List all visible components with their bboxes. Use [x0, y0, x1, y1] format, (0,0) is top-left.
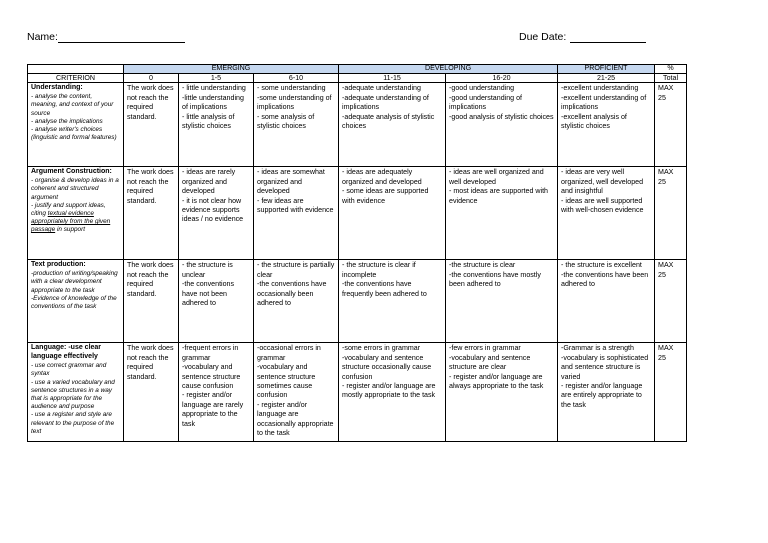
criterion-desc-line: - analyse the content, meaning, and context of your source [31, 93, 114, 117]
criterion-desc-line: - use a varied vocabulary and sentence structures in a way that is appropriate for the audience and purpose [31, 378, 115, 411]
due-date-blank-line[interactable] [570, 32, 646, 43]
descriptor-line: -some understanding of implications [257, 93, 332, 112]
total-cell[interactable] [655, 167, 687, 260]
total-cell[interactable] [655, 343, 687, 442]
descriptor-line: - register and/or language are always appropriate to the task [449, 372, 544, 390]
descriptor-line: -the conventions have occasionally been adhered to [257, 280, 327, 307]
descriptor-line: -vocabulary and sentence structure cause confusion [182, 363, 241, 390]
descriptor-line: -excellent understanding of implications [561, 93, 647, 112]
rubric-table [27, 64, 687, 442]
criterion-header: CRITERION [28, 73, 124, 83]
max-value: 25 [658, 353, 666, 362]
band-header-row [28, 65, 687, 74]
score-16-20-cell [446, 343, 558, 442]
total-cell[interactable] [655, 83, 687, 167]
descriptor-line: -good understanding of implications [449, 93, 522, 112]
descriptor-line: -frequent errors in grammar [182, 344, 239, 362]
criterion-desc-line: -production of writing/speaking with a clear development appropriate to the task [31, 270, 118, 294]
band-proficient: PROFICIENT [558, 65, 655, 74]
criterion-title: Argument Construction: [31, 168, 112, 176]
descriptor-line: The work does not reach the required standard. [127, 168, 174, 205]
descriptor-line: -few errors in grammar [449, 344, 521, 353]
max-value: 25 [658, 270, 666, 279]
max-label: MAX [658, 168, 674, 177]
range-1-5: 1-5 [179, 73, 254, 83]
descriptor-line: - ideas are well supported with well-chosen evidence [561, 196, 644, 214]
descriptor-line: -occasional errors in grammar [257, 344, 321, 362]
criterion-row-language [28, 343, 687, 442]
descriptor-line: -vocabulary and sentence structure occasionally cause confusion [342, 353, 432, 381]
descriptor-line: - little understanding [182, 84, 246, 93]
score-1-5-cell [179, 83, 254, 167]
criterion-desc-line: -Evidence of knowledge of the conventions of the task [31, 294, 117, 310]
descriptor-line: -adequate understanding [342, 84, 421, 93]
criterion-desc-text: - justify and support ideas, citing [31, 201, 106, 217]
descriptor-line: - some understanding [257, 84, 326, 93]
score-16-20-cell [446, 167, 558, 260]
criterion-desc-line [31, 202, 120, 235]
max-label: MAX [658, 84, 674, 93]
descriptor-line: - ideas are well organized and well developed [449, 168, 544, 186]
descriptor-line: The work does not reach the required standard. [127, 84, 174, 121]
criterion-row-text-production [28, 260, 687, 343]
descriptor-line: - register and/or language are entirely appropriate to the task [561, 381, 643, 409]
score-16-20-cell [446, 83, 558, 167]
descriptor-line: -the structure is clear [449, 261, 516, 270]
descriptor-line: - most ideas are supported with evidence [449, 187, 548, 205]
descriptor-line: - the structure is excellent [561, 261, 642, 270]
descriptor-line: - the structure is unclear [182, 261, 233, 279]
score-21-25-cell [558, 343, 655, 442]
descriptor-line: -vocabulary is sophisticated and sentence structure is varied [561, 353, 649, 381]
criterion-desc-underlined: textual evidence appropriately from the given passage [31, 210, 111, 234]
score-1-5-cell [179, 260, 254, 343]
score-0-cell [124, 83, 179, 167]
descriptor-line: -excellent understanding [561, 84, 639, 93]
descriptor-line: - register and/or language are rarely appropriate to the task [182, 391, 244, 428]
score-11-15-cell [339, 260, 446, 343]
band-emerging: EMERGING [124, 65, 339, 74]
score-6-10-cell [254, 167, 339, 260]
score-16-20-cell [446, 260, 558, 343]
score-1-5-cell [179, 343, 254, 442]
score-range-row [28, 73, 687, 83]
criterion-row-understanding [28, 83, 687, 167]
range-6-10: 6-10 [254, 73, 339, 83]
descriptor-line: -little understanding of implications [182, 93, 244, 112]
descriptor-line: -adequate understanding of implications [342, 93, 429, 112]
descriptor-line: - some analysis of stylistic choices [257, 112, 315, 130]
descriptor-line: -the conventions have been adhered to [561, 270, 649, 289]
score-0-cell [124, 167, 179, 260]
descriptor-line: -vocabulary and sentence structure sometimes cause confusion [257, 363, 316, 400]
descriptor-line: -good understanding [449, 84, 515, 93]
criterion-cell [28, 167, 124, 260]
descriptor-line: - the structure is clear if incomplete [342, 261, 416, 279]
band-developing: DEVELOPING [339, 65, 558, 74]
range-0: 0 [124, 73, 179, 83]
descriptor-line: -the conventions have mostly been adhered to [449, 270, 541, 289]
max-value: 25 [658, 177, 666, 186]
score-11-15-cell [339, 343, 446, 442]
descriptor-line: -Grammar is a strength [561, 344, 634, 353]
due-date-label: Due Date: [519, 31, 567, 43]
descriptor-line: -the conventions have frequently been adhered to [342, 280, 427, 298]
due-date-field [519, 31, 646, 43]
score-11-15-cell [339, 83, 446, 167]
score-6-10-cell [254, 83, 339, 167]
descriptor-line: -adequate analysis of stylistic choices [342, 112, 435, 130]
criterion-cell [28, 83, 124, 167]
descriptor-line: The work does not reach the required standard. [127, 344, 174, 381]
score-21-25-cell [558, 83, 655, 167]
descriptor-line: -vocabulary and sentence structure are clear [449, 353, 531, 372]
range-16-20: 16-20 [446, 73, 558, 83]
criterion-desc-line: - analyse the implications [31, 117, 103, 125]
criterion-desc-line: - use a register and style are relevant to the purpose of the text [31, 411, 115, 435]
total-header: Total [655, 73, 687, 83]
descriptor-line: - little analysis of stylistic choices [182, 112, 235, 130]
band-percent: % [655, 65, 687, 74]
max-label: MAX [658, 344, 674, 353]
descriptor-line: - ideas are adequately organized and developed [342, 168, 422, 186]
score-1-5-cell [179, 167, 254, 260]
descriptor-line: -good analysis of stylistic choices [449, 112, 554, 121]
range-21-25: 21-25 [558, 73, 655, 83]
criterion-desc-text: in support [56, 226, 86, 234]
range-11-15: 11-15 [339, 73, 446, 83]
descriptor-line: - it is not clear how evidence supports ideas / no evidence [182, 196, 244, 224]
score-0-cell [124, 260, 179, 343]
descriptor-line: -excellent analysis of stylistic choices [561, 112, 627, 130]
score-6-10-cell [254, 343, 339, 442]
criterion-title: Understanding: [31, 84, 83, 92]
score-21-25-cell [558, 167, 655, 260]
name-label: Name: [27, 31, 58, 43]
descriptor-line: -the conventions have not been adhered to [182, 280, 235, 307]
descriptor-line: - ideas are very well organized, well developed and insightful [561, 168, 644, 196]
criterion-desc-line: - analyse writer's choices (linguistic and formal features) [31, 126, 117, 142]
descriptor-line: - ideas are rarely organized and developed [182, 168, 236, 196]
band-blank [28, 65, 124, 74]
criterion-title: Text production: [31, 261, 86, 269]
criterion-desc-line: - organise & develop ideas in a coherent and structured argument [31, 177, 119, 201]
descriptor-line: - register and/or language are mostly appropriate to the task [342, 381, 436, 400]
criterion-title: Language: -use clear language effectively [31, 344, 102, 361]
score-6-10-cell [254, 260, 339, 343]
name-blank-line[interactable] [58, 32, 185, 43]
criterion-row-argument [28, 167, 687, 260]
descriptor-line: - register and/or language are occasionally appropriate to the task [257, 400, 334, 438]
score-11-15-cell [339, 167, 446, 260]
score-0-cell [124, 343, 179, 442]
criterion-cell [28, 260, 124, 343]
descriptor-line: The work does not reach the required standard. [127, 261, 174, 298]
descriptor-line: - the structure is partially clear [257, 261, 335, 279]
criterion-desc-line: - use correct grammar and syntax [31, 362, 107, 378]
name-field [27, 31, 185, 43]
criterion-cell [28, 343, 124, 442]
descriptor-line: - some ideas are supported with evidence [342, 187, 429, 205]
descriptor-line: - few ideas are supported with evidence [257, 196, 334, 214]
max-label: MAX [658, 261, 674, 270]
descriptor-line: - ideas are somewhat organized and developed [257, 168, 325, 196]
total-cell[interactable] [655, 260, 687, 343]
max-value: 25 [658, 93, 666, 102]
descriptor-line: -some errors in grammar [342, 344, 421, 353]
score-21-25-cell [558, 260, 655, 343]
